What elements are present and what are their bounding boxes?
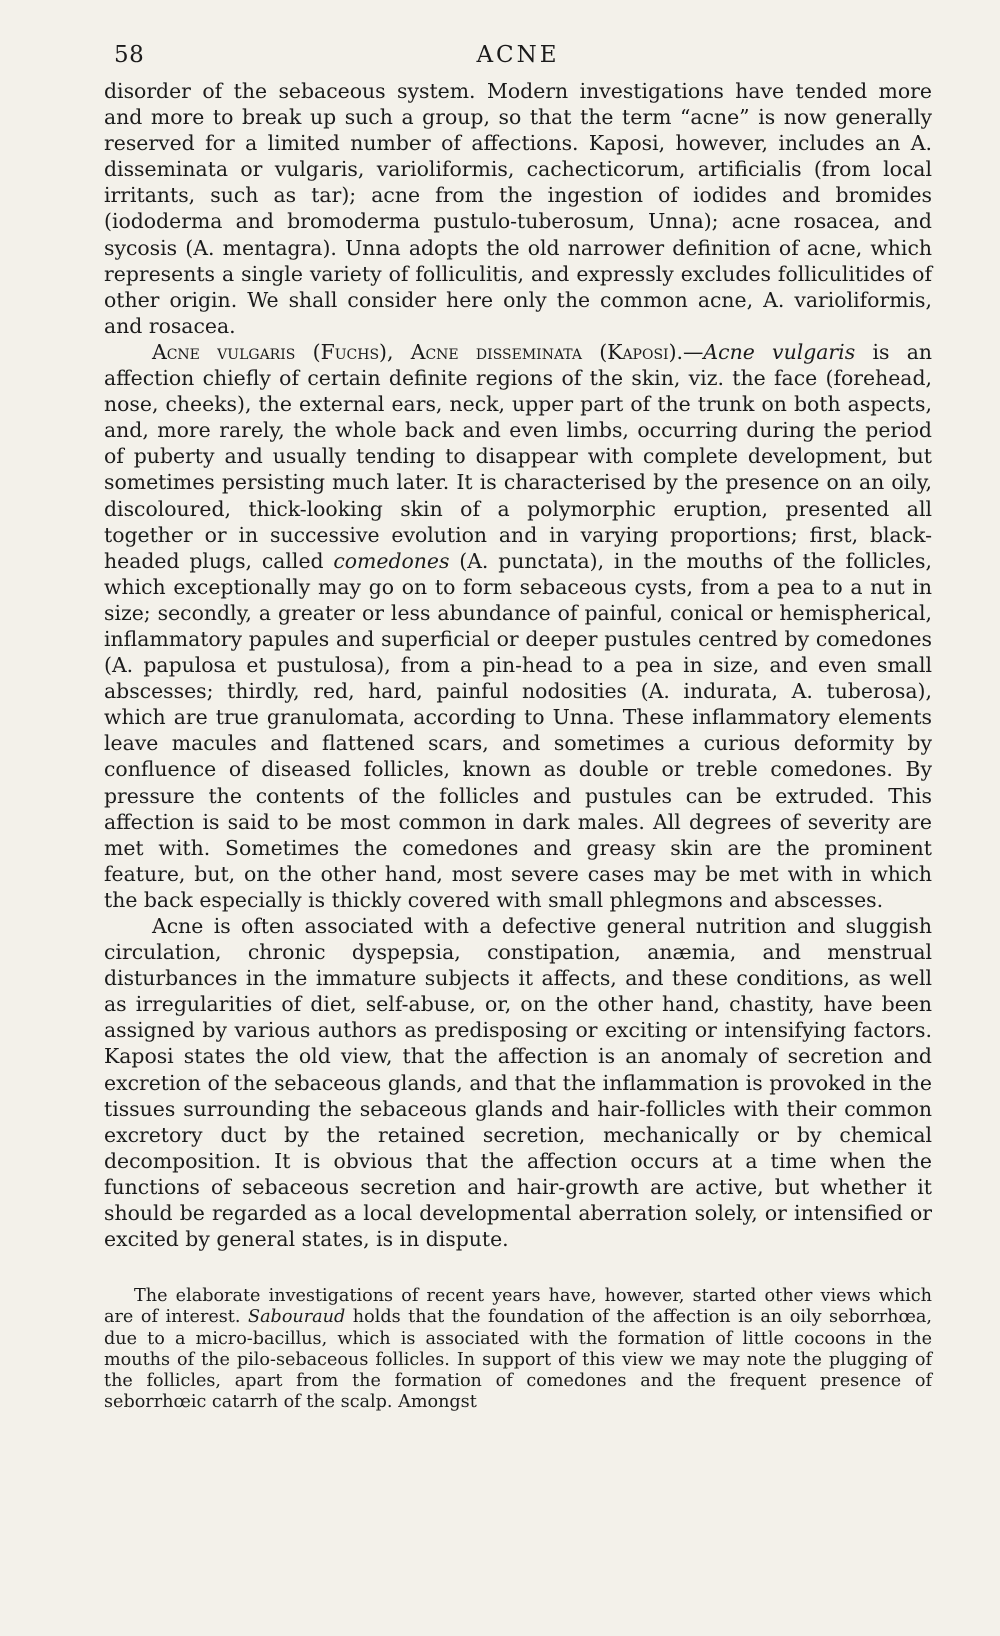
small-print-text (104, 1286, 932, 1413)
page-header (104, 38, 932, 78)
comedones-italic: comedones (333, 548, 450, 573)
paragraph-acne-vulgaris (104, 339, 932, 913)
term-italic: Acne vulgaris (703, 339, 856, 364)
running-head: ACNE (476, 42, 560, 68)
page-number: 58 (114, 42, 145, 68)
paragraph-text-2: holds that the foundation of the affection is an oily seborrhœa, due to a micro-bacillus, which is associated with the formation of little cocoons in the mouths of the pilo-sebaceous follicles. In support of this view we may note the plugging of the follicles, apart from the formation of comedones and the frequent presence of seborrhœic catarrh of the scalp. Amongst (104, 1307, 932, 1413)
section-heading: Acne vulgaris (Fuchs), Acne disseminata (Kaposi). (152, 339, 684, 364)
paragraph-recent-investigations (104, 1286, 932, 1413)
paragraph-text-1: is an affection chiefly of certain definite regions of the skin, viz. the face (forehead, nose, cheeks), the external ears, neck, upper part of the trunk on both aspects, and, more rarely, the whole back and even limbs, occurring during the period of puberty and usually tending to disappear with complete development, but sometimes persisting much later. It is characterised by the presence on an oily, discoloured, thick-looking skin of a polymorphic eruption, presented all together or in successive evolution and in varying proportions; first, black-headed plugs, called (104, 339, 932, 573)
author-italic: Sabouraud (248, 1307, 346, 1328)
spacer (104, 1252, 932, 1286)
main-text (104, 78, 932, 1252)
paragraph-text-2: (A. punctata), in the mouths of the follicles, which exceptionally may go on to form sebaceous cysts, from a pea to a nut in size; secondly, a greater or less abundance of painful, conical or hemispherical, inflammatory papules and superficial or deeper pustules centred by comedones (A. papulosa et pustulosa), from a pin-head to a pea in size, and even small abscesses; thirdly, red, hard, painful nodosities (A. indurata, A. tuberosa), which are true granulomata, according to Unna. These inflammatory elements leave macules and flattened scars, and sometimes a curious deformity by confluence of diseased follicles, known as double or treble comedones. By pressure the contents of the follicles and pustules can be extruded. This affection is said to be most common in dark males. All degrees of severity are met with. Sometimes the comedones and greasy skin are the prominent feature, but, on the other hand, most severe cases may be met with in which the back especially is thickly covered with small phlegmons and abscesses. (104, 548, 932, 912)
em-dash: — (683, 339, 704, 364)
paragraph-text-1: The elaborate investigations of recent years have, however, started other views which are of interest. (104, 1286, 932, 1328)
paragraph-associations: Acne is often associated with a defective general nutrition and sluggish circulation, chronic dyspepsia, constipation, anæmia, and menstrual disturbances in the immature subjects it affects, and these conditions, as well as irregularities of diet, self-abuse, or, on the other hand, chastity, have been assigned by various authors as predisposing or exciting or intensifying factors. Kaposi states the old view, that the affection is an anomaly of secretion and excretion of the sebaceous glands, and that the inflammation is provoked in the tissues surrounding the sebaceous glands and hair-follicles with their common excretory duct by the retained secretion, mechanically or by chemical decomposition. It is obvious that the affection occurs at a time when the functions of sebaceous secretion and hair-growth are active, but whether it should be regarded as a local developmental aberration solely, or intensified or excited by general states, is in dispute. (104, 914, 932, 1252)
paragraph-continuation: disorder of the sebaceous system. Modern investigations have tended more and more to break up such a group, so that the term “acne” is now generally reserved for a limited number of affections. Kaposi, however, includes an A. disseminata or vulgaris, varioliformis, cachecticorum, artificialis (from local irritants, such as tar); acne from the ingestion of iodides and bromides (iododerma and bromoderma pustulo-tuberosum, Unna); acne rosacea, and sycosis (A. mentagra). Unna adopts the old narrower definition of acne, which represents a single variety of folliculitis, and expressly excludes folliculitides of other origin. We shall consider here only the common acne, A. varioliformis, and rosacea. (104, 79, 932, 338)
